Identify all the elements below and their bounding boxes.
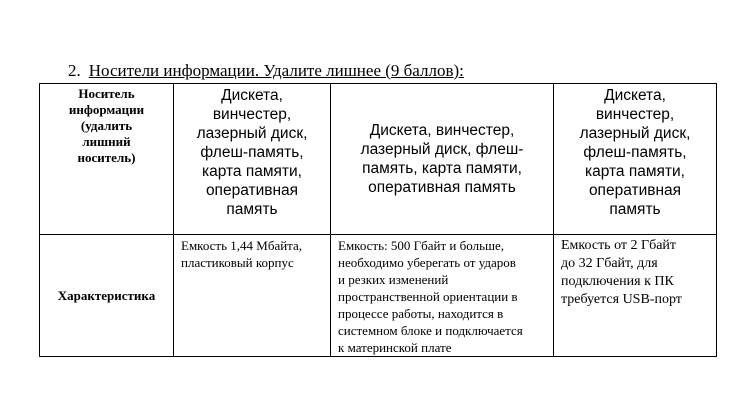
media-line: Дискета, винчестер, xyxy=(369,122,515,139)
media-table xyxy=(39,83,717,357)
media-line: память, карта памяти, xyxy=(362,160,522,177)
media-line: карта памяти, xyxy=(201,163,302,180)
media-list-cell-2 xyxy=(331,84,554,235)
media-line: память xyxy=(226,201,278,218)
media-list-cell-1 xyxy=(174,84,331,235)
characteristic-line: Емкость 1,44 Мбайта, xyxy=(181,238,303,253)
characteristic-line: системном блоке и подключается xyxy=(338,323,523,338)
header-line: носитель) xyxy=(77,150,136,165)
task-heading xyxy=(68,61,464,81)
media-line: лазерный диск, xyxy=(579,125,691,142)
media-line: оперативная память xyxy=(368,179,516,196)
characteristic-line: процессе работы, находится в xyxy=(338,306,504,321)
media-line: оперативная xyxy=(588,182,682,199)
table-row-characteristics xyxy=(40,235,717,357)
header-line: (удалить xyxy=(80,118,133,133)
header-line: Носитель xyxy=(78,86,135,101)
characteristic-cell-1 xyxy=(174,235,331,357)
media-line: Дискета, xyxy=(221,87,283,104)
header-line: лишний xyxy=(82,134,131,149)
media-line: флеш-память, xyxy=(200,144,304,161)
media-line: Дискета, xyxy=(604,87,666,104)
characteristic-cell-2 xyxy=(331,235,554,357)
table-row-media xyxy=(40,84,717,235)
header-cell-characteristics: Характеристика xyxy=(40,235,174,357)
media-line: память xyxy=(609,201,661,218)
task-title: Носители информации. Удалите лишнее (9 баллов): xyxy=(88,61,464,80)
characteristic-line: требуется USB-порт xyxy=(561,292,682,307)
header-cell-media xyxy=(40,84,174,235)
characteristic-line: Емкость: 500 Гбайт и больше, xyxy=(338,238,505,253)
characteristic-line: и резких изменений xyxy=(338,272,449,287)
characteristic-line: пластиковый корпус xyxy=(181,255,294,270)
characteristic-line: до 32 Гбайт, для xyxy=(561,256,658,271)
task-number: 2. xyxy=(68,61,81,80)
characteristic-line: к материнской плате xyxy=(338,340,452,355)
characteristic-cell-3 xyxy=(554,235,717,357)
characteristic-line: пространственной ориентации в xyxy=(338,289,518,304)
media-list-cell-3 xyxy=(554,84,717,235)
media-line: винчестер, xyxy=(212,106,292,123)
media-line: лазерный диск, флеш- xyxy=(360,141,524,158)
media-line: карта памяти, xyxy=(584,163,685,180)
characteristic-line: необходимо уберегать от ударов xyxy=(338,255,516,270)
media-line: флеш-память, xyxy=(583,144,687,161)
media-line: винчестер, xyxy=(595,106,675,123)
characteristic-line: подключения к ПК xyxy=(561,274,674,289)
media-line: лазерный диск, xyxy=(196,125,308,142)
header-line: информации xyxy=(68,102,145,117)
media-line: оперативная xyxy=(205,182,299,199)
characteristic-line: Емкость от 2 Гбайт xyxy=(561,238,677,253)
